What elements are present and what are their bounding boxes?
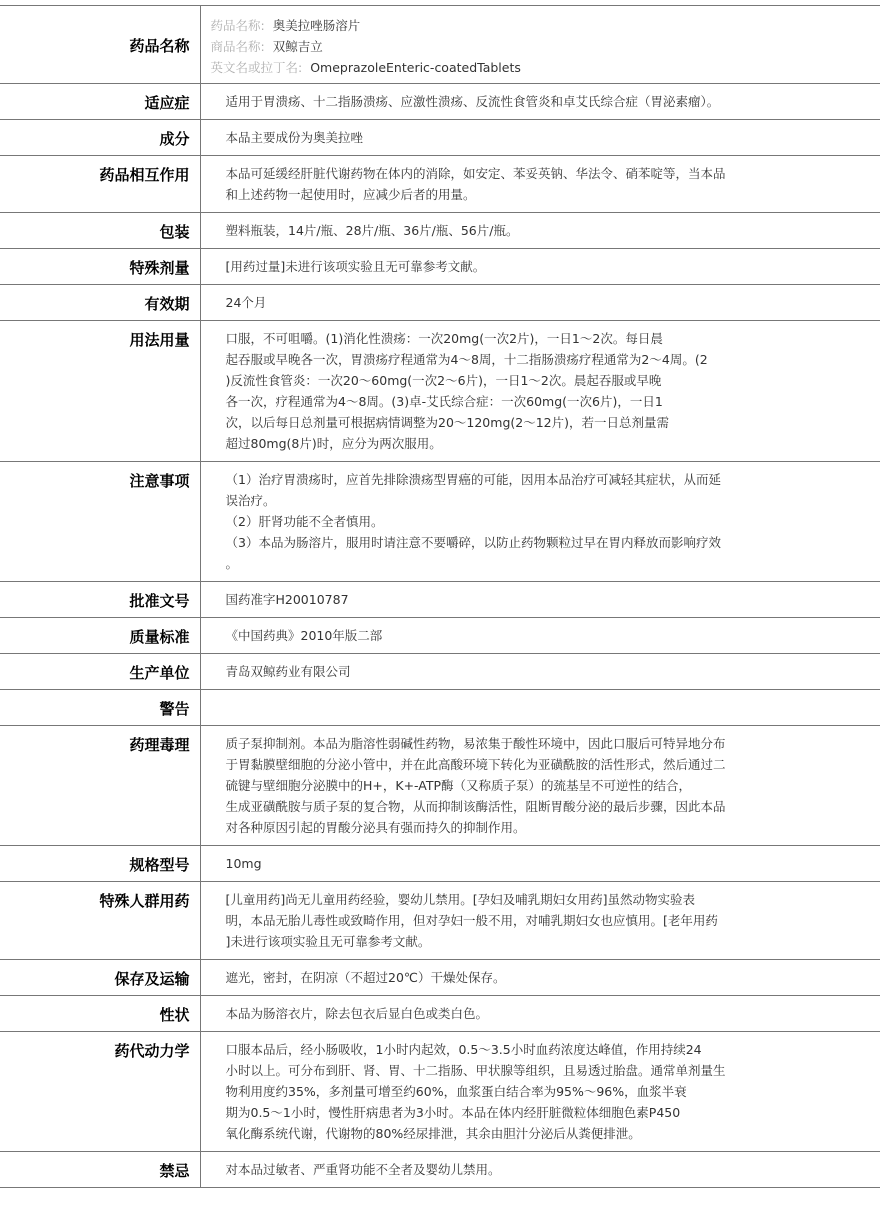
row-value (200, 1032, 880, 1152)
value-line: 对本品过敏者、严重肾功能不全者及婴幼儿禁用。 (226, 1159, 789, 1180)
value-line: 本品为肠溶衣片，除去包衣后显白色或类白色。 (226, 1003, 789, 1024)
row-value (200, 84, 880, 120)
row-label: 警告 (0, 690, 200, 726)
row-label: 规格型号 (0, 846, 200, 882)
row-value (200, 726, 880, 846)
row-label: 药品相互作用 (0, 156, 200, 213)
value-line: 《中国药典》2010年版二部 (226, 625, 789, 646)
row-label: 用法用量 (0, 321, 200, 462)
value-line: （2）肝肾功能不全者慎用。 (226, 511, 789, 532)
value-line: 塑料瓶装，14片/瓶、28片/瓶、36片/瓶、56片/瓶。 (226, 220, 789, 241)
row-label: 保存及运输 (0, 960, 200, 996)
value-line: 硫键与壁细胞分泌膜中的H+，K+-ATP酶（又称质子泵）的巯基呈不可逆性的结合， (226, 775, 789, 796)
table-row (0, 582, 880, 618)
row-value (200, 882, 880, 960)
table-row (0, 462, 880, 582)
value-line: [儿童用药]尚无儿童用药经验，婴幼儿禁用。[孕妇及哺乳期妇女用药]虽然动物实验表 (226, 889, 789, 910)
row-label: 批准文号 (0, 582, 200, 618)
table-row (0, 996, 880, 1032)
row-label: 特殊人群用药 (0, 882, 200, 960)
value-line: 青岛双鲸药业有限公司 (226, 661, 789, 682)
value-line (226, 697, 789, 718)
table-row (0, 882, 880, 960)
table-row-drug-name (0, 6, 880, 84)
table-row (0, 156, 880, 213)
row-value (200, 654, 880, 690)
row-value (200, 213, 880, 249)
row-value (200, 996, 880, 1032)
table-row (0, 321, 880, 462)
table-row (0, 726, 880, 846)
row-label: 有效期 (0, 285, 200, 321)
value-line: 遮光，密封，在阴凉（不超过20℃）干燥处保存。 (226, 967, 789, 988)
table-row (0, 960, 880, 996)
row-value (200, 582, 880, 618)
value-line: 10mg (226, 853, 789, 874)
value-line: 和上述药物一起使用时，应减少后者的用量。 (226, 184, 789, 205)
value-line: ]未进行该项实验且无可靠参考文献。 (226, 931, 789, 952)
row-value (200, 462, 880, 582)
row-value (200, 321, 880, 462)
value-line: 对各种原因引起的胃酸分泌具有强而持久的抑制作用。 (226, 817, 789, 838)
row-label: 质量标准 (0, 618, 200, 654)
value-line: 。 (226, 553, 789, 574)
value-line: （3）本品为肠溶片，服用时请注意不要嚼碎，以防止药物颗粒过早在胃内释放而影响疗效 (226, 532, 789, 553)
row-label: 适应症 (0, 84, 200, 120)
table-row (0, 84, 880, 120)
value-line: )反流性食管炎：一次20～60mg(一次2～6片)，一日1～2次。晨起吞服或早晚 (226, 370, 789, 391)
value-line: 明，本品无胎儿毒性或致畸作用，但对孕妇一般不用，对哺乳期妇女也应慎用。[老年用药 (226, 910, 789, 931)
value-line: （1）治疗胃溃疡时，应首先排除溃疡型胃癌的可能，因用本品治疗可减轻其症状，从而延 (226, 469, 789, 490)
row-value (200, 1152, 880, 1188)
drug-info-table (0, 5, 880, 1188)
row-label: 成分 (0, 120, 200, 156)
row-value (200, 960, 880, 996)
table-row (0, 213, 880, 249)
value-line: [用药过量]未进行该项实验且无可靠参考文献。 (226, 256, 789, 277)
row-value (200, 249, 880, 285)
value-line: 质子泵抑制剂。本品为脂溶性弱碱性药物，易浓集于酸性环境中，因此口服后可特异地分布 (226, 733, 789, 754)
value-line: 物利用度约35%，多剂量可增至约60%，血浆蛋白结合率为95%～96%，血浆半衰 (226, 1081, 789, 1102)
row-label: 特殊剂量 (0, 249, 200, 285)
value-line: 各一次，疗程通常为4～8周。(3)卓-艾氏综合症：一次60mg(一次6片)，一日1 (226, 391, 789, 412)
value-line: 本品可延缓经肝脏代谢药物在体内的消除，如安定、苯妥英钠、华法令、硝苯啶等，当本品 (226, 163, 789, 184)
value-line: 适用于胃溃疡、十二指肠溃疡、应激性溃疡、反流性食管炎和卓艾氏综合症（胃泌素瘤）。 (226, 91, 789, 112)
row-label: 性状 (0, 996, 200, 1032)
english-name-line: 英文名或拉丁名: OmeprazoleEnteric-coatedTablets (211, 57, 880, 78)
row-label: 禁忌 (0, 1152, 200, 1188)
value-line: 国药准字H20010787 (226, 589, 789, 610)
value-line: 于胃黏膜壁细胞的分泌小管中，并在此高酸环境下转化为亚磺酰胺的活性形式，然后通过二 (226, 754, 789, 775)
row-value (200, 120, 880, 156)
row-value (200, 846, 880, 882)
row-value (200, 618, 880, 654)
value-line: 起吞服或早晚各一次，胃溃疡疗程通常为4～8周，十二指肠溃疡疗程通常为2～4周。(2 (226, 349, 789, 370)
generic-name-line: 药品名称: 奥美拉唑肠溶片 (211, 15, 880, 36)
table-row (0, 285, 880, 321)
table-row (0, 618, 880, 654)
row-value (200, 690, 880, 726)
row-value (200, 6, 880, 84)
value-line: 次，以后每日总剂量可根据病情调整为20～120mg(2～12片)，若一日总剂量需 (226, 412, 789, 433)
value-line: 口服本品后，经小肠吸收，1小时内起效，0.5～3.5小时血药浓度达峰值，作用持续24 (226, 1039, 789, 1060)
value-line: 24个月 (226, 292, 789, 313)
value-line: 生成亚磺酰胺与质子泵的复合物，从而抑制该酶活性，阻断胃酸分泌的最后步骤，因此本品 (226, 796, 789, 817)
value-line: 超过80mg(8片)时，应分为两次服用。 (226, 433, 789, 454)
value-line: 小时以上。可分布到肝、肾、胃、十二指肠、甲状腺等组织，且易透过胎盘。通常单剂量生 (226, 1060, 789, 1081)
row-label: 注意事项 (0, 462, 200, 582)
value-line: 氧化酶系统代谢，代谢物的80%经尿排泄，其余由胆汁分泌后从粪便排泄。 (226, 1123, 789, 1144)
row-value (200, 156, 880, 213)
row-label: 药理毒理 (0, 726, 200, 846)
row-label: 药代动力学 (0, 1032, 200, 1152)
value-line: 误治疗。 (226, 490, 789, 511)
row-label: 生产单位 (0, 654, 200, 690)
value-line: 口服，不可咀嚼。(1)消化性溃疡：一次20mg(一次2片)，一日1～2次。每日晨 (226, 328, 789, 349)
table-row (0, 120, 880, 156)
table-row (0, 249, 880, 285)
table-row (0, 1152, 880, 1188)
table-row (0, 846, 880, 882)
row-value (200, 285, 880, 321)
row-label: 包装 (0, 213, 200, 249)
table-row (0, 1032, 880, 1152)
table-row (0, 654, 880, 690)
row-label: 药品名称 (0, 6, 200, 84)
value-line: 本品主要成份为奥美拉唑 (226, 127, 789, 148)
value-line: 期为0.5～1小时，慢性肝病患者为3小时。本品在体内经肝脏微粒体细胞色素P450 (226, 1102, 789, 1123)
table-row (0, 690, 880, 726)
trade-name-line: 商品名称: 双鲸吉立 (211, 36, 880, 57)
